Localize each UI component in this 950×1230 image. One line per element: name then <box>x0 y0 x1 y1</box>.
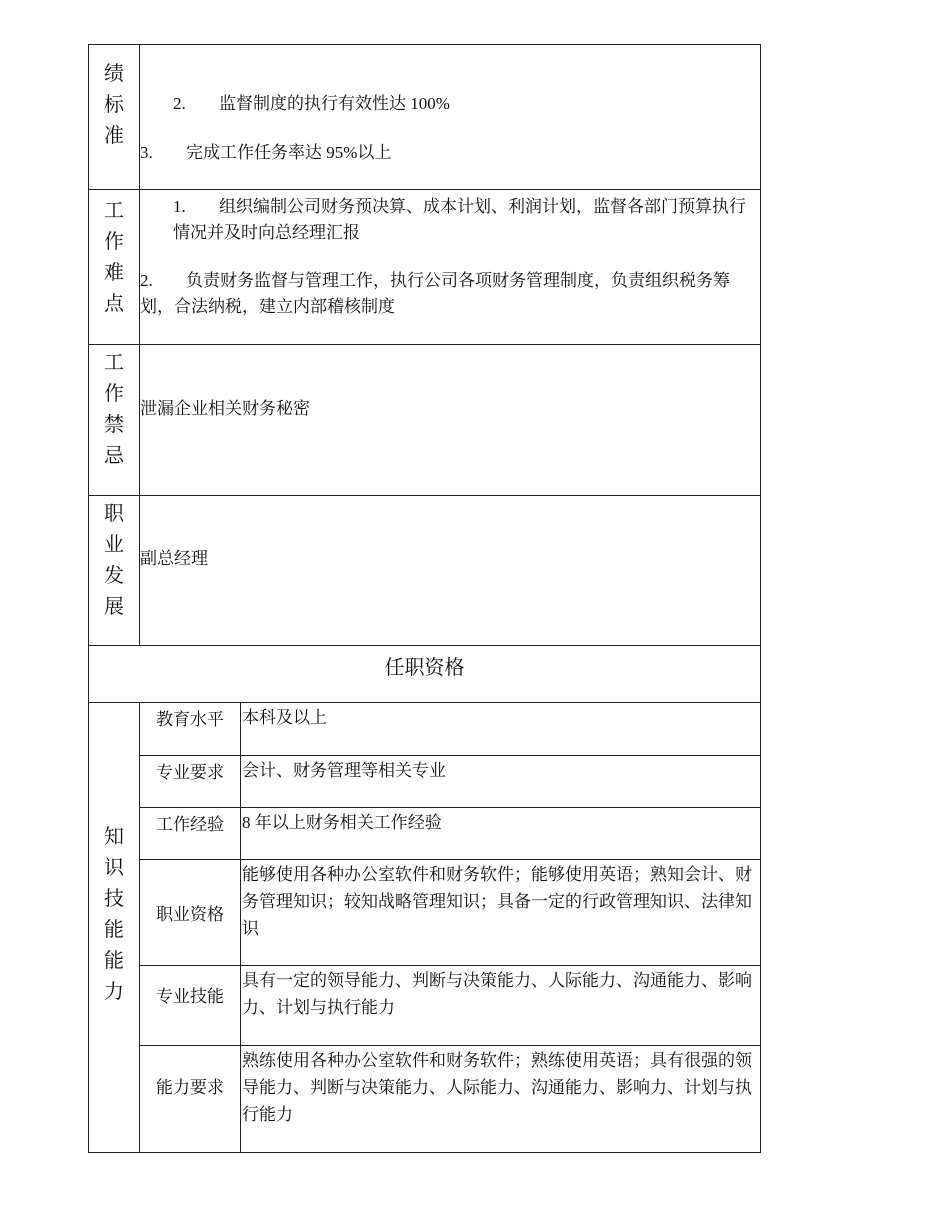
knowledge-skills-label: 知识技能能力 <box>104 825 124 1003</box>
qualification-item-value: 会计、财务管理等相关专业 <box>242 761 446 780</box>
work-taboo-row <box>88 345 761 496</box>
list-item: 1. 组织编制公司财务预决算、成本计划、利润计划，监督各部门预算执行情况并及时向总经理汇报 <box>173 197 746 242</box>
list-item: 2. 监督制度的执行有效性达 100% <box>173 94 450 113</box>
row-label-cell <box>89 190 140 344</box>
row-label-cell <box>89 703 140 1152</box>
qualification-item-major <box>140 756 760 808</box>
qualification-title-row <box>88 646 761 703</box>
work-difficulty-row <box>88 190 761 345</box>
qualification-item-label: 工作经验 <box>140 808 241 859</box>
work-taboo-content <box>140 345 760 495</box>
qualification-item-education <box>140 703 760 756</box>
qualification-item-professional-skills <box>140 966 760 1046</box>
qualification-item-value: 熟练使用各种办公室软件和财务软件；熟练使用英语；具有很强的领导能力、判断与决策能力、人际能力、沟通能力、影响力、计划与执行能力 <box>242 1051 752 1124</box>
qualification-item-value: 8 年以上财务相关工作经验 <box>242 813 442 832</box>
qualification-item-label: 能力要求 <box>140 1046 241 1152</box>
list-item: 2. 负责财务监督与管理工作，执行公司各项财务管理制度，负责组织税务筹划，合法纳税，建立内部稽核制度 <box>140 271 730 316</box>
qualification-item-label: 专业技能 <box>140 966 241 1045</box>
row-label-cell <box>89 345 140 495</box>
work-difficulty-label: 工作难点 <box>104 200 124 315</box>
row-label-cell <box>89 496 140 645</box>
qualification-title: 任职资格 <box>384 657 465 679</box>
work-taboo-text: 泄漏企业相关财务秘密 <box>140 399 310 418</box>
qualification-item-label: 职业资格 <box>140 860 241 965</box>
qualification-item-certification <box>140 860 760 966</box>
qualification-item-label: 专业要求 <box>140 756 241 807</box>
career-development-label: 职业发展 <box>104 503 124 618</box>
qualification-item-label: 教育水平 <box>140 703 241 755</box>
row-label-cell <box>89 45 140 189</box>
performance-standard-content <box>140 45 760 189</box>
qualification-item-experience <box>140 808 760 860</box>
qualification-item-value: 能够使用各种办公室软件和财务软件；能够使用英语；熟知会计、财务管理知识；较知战略管理知识；具备一定的行政管理知识、法律知识 <box>242 865 752 938</box>
qualification-block <box>88 703 761 1153</box>
career-development-content <box>140 496 760 645</box>
performance-standard-label: 绩标准 <box>104 63 124 147</box>
list-item: 3. 完成工作任务率达 95%以上 <box>140 143 392 162</box>
qualification-item-value: 具有一定的领导能力、判断与决策能力、人际能力、沟通能力、影响力、计划与执行能力 <box>242 971 752 1017</box>
work-difficulty-content <box>140 190 760 344</box>
performance-standard-row <box>88 44 761 190</box>
work-taboo-label: 工作禁忌 <box>104 352 124 467</box>
job-description-table <box>88 44 761 1153</box>
qualification-item-ability <box>140 1046 760 1152</box>
qualification-item-value: 本科及以上 <box>242 708 327 727</box>
career-development-row <box>88 496 761 646</box>
career-development-text: 副总经理 <box>140 549 208 568</box>
